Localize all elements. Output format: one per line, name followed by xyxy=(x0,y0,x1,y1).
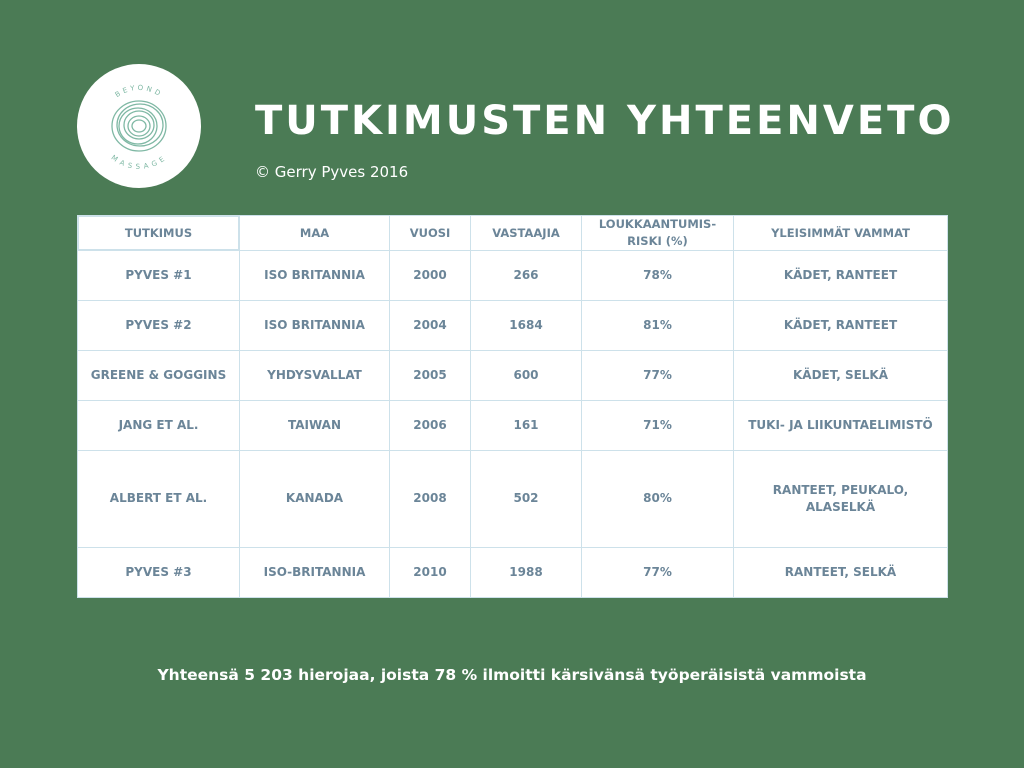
table-row xyxy=(78,547,948,597)
cell-year: 2006 xyxy=(390,400,471,450)
header-common-injuries: YLEISIMMÄT VAMMAT xyxy=(734,216,948,251)
cell-respondents: 266 xyxy=(471,251,582,301)
cell-common-injuries: KÄDET, RANTEET xyxy=(734,300,948,350)
copyright-text: © Gerry Pyves 2016 xyxy=(255,163,409,181)
cell-injury-risk: 71% xyxy=(582,400,734,450)
logo-bottom-text: MASSAGE xyxy=(109,153,169,171)
cell-injury-risk: 81% xyxy=(582,300,734,350)
cell-country: YHDYSVALLAT xyxy=(240,350,390,400)
header-country: MAA xyxy=(240,216,390,251)
cell-year: 2004 xyxy=(390,300,471,350)
cell-common-injuries: KÄDET, SELKÄ xyxy=(734,350,948,400)
cell-country: KANADA xyxy=(240,450,390,547)
cell-study: GREENE & GOGGINS xyxy=(78,350,240,400)
cell-common-injuries: RANTEET, SELKÄ xyxy=(734,547,948,597)
cell-country: ISO BRITANNIA xyxy=(240,251,390,301)
beyond-massage-logo xyxy=(77,64,201,188)
studies-table xyxy=(77,215,948,598)
table-row xyxy=(78,300,948,350)
svg-text:MASSAGE xyxy=(110,153,169,170)
header-year: VUOSI xyxy=(390,216,471,251)
header-study: TUTKIMUS xyxy=(78,216,240,251)
cell-injury-risk: 77% xyxy=(582,350,734,400)
logo-rings-icon xyxy=(77,64,201,188)
cell-study: JANG ET AL. xyxy=(78,400,240,450)
cell-respondents: 600 xyxy=(471,350,582,400)
table-row xyxy=(78,450,948,547)
table-row xyxy=(78,251,948,301)
svg-text:BEYOND xyxy=(114,84,164,99)
cell-year: 2000 xyxy=(390,251,471,301)
cell-year: 2005 xyxy=(390,350,471,400)
header-injury-risk: LOUKKAANTUMIS- RISKI (%) xyxy=(582,216,734,251)
table-row xyxy=(78,350,948,400)
table-row xyxy=(78,400,948,450)
cell-country: ISO-BRITANNIA xyxy=(240,547,390,597)
cell-study: ALBERT ET AL. xyxy=(78,450,240,547)
cell-common-injuries: RANTEET, PEUKALO, ALASELKÄ xyxy=(734,450,948,547)
header-respondents: VASTAAJIA xyxy=(471,216,582,251)
cell-country: TAIWAN xyxy=(240,400,390,450)
cell-injury-risk: 78% xyxy=(582,251,734,301)
table-header-row xyxy=(78,216,948,251)
cell-respondents: 1988 xyxy=(471,547,582,597)
page-title: TUTKIMUSTEN YHTEENVETO xyxy=(255,98,955,144)
summary-text: Yhteensä 5 203 hierojaa, joista 78 % ilmoitti kärsivänsä työperäisistä vammoista xyxy=(157,666,867,684)
cell-country: ISO BRITANNIA xyxy=(240,300,390,350)
cell-respondents: 502 xyxy=(471,450,582,547)
cell-year: 2008 xyxy=(390,450,471,547)
cell-study: PYVES #2 xyxy=(78,300,240,350)
cell-common-injuries: TUKI- JA LIIKUNTAELIMISTÖ xyxy=(734,400,948,450)
cell-common-injuries: KÄDET, RANTEET xyxy=(734,251,948,301)
cell-study: PYVES #1 xyxy=(78,251,240,301)
cell-respondents: 161 xyxy=(471,400,582,450)
cell-injury-risk: 77% xyxy=(582,547,734,597)
cell-injury-risk: 80% xyxy=(582,450,734,547)
logo-top-text: BEYOND xyxy=(113,83,165,100)
cell-year: 2010 xyxy=(390,547,471,597)
cell-respondents: 1684 xyxy=(471,300,582,350)
cell-study: PYVES #3 xyxy=(78,547,240,597)
